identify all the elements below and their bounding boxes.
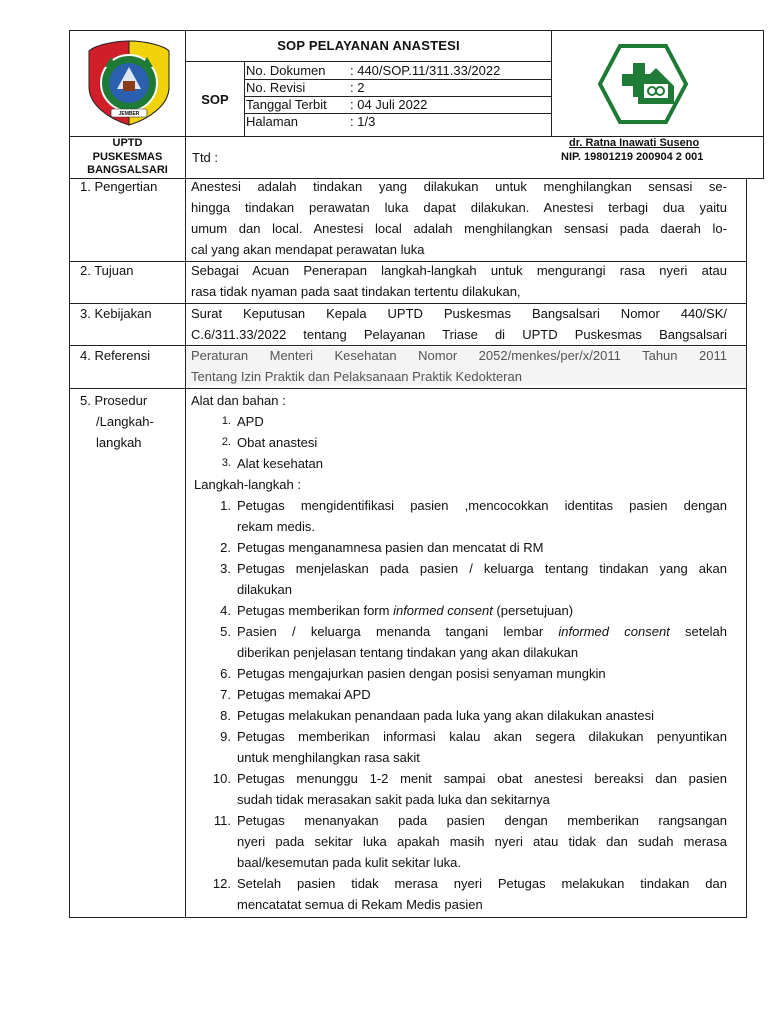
- step-line: sudah tidak merasakan sakit pada luka dan sekitarnya: [237, 792, 550, 807]
- step-text: (persetujuan): [492, 603, 574, 618]
- step-number: 8.: [220, 708, 231, 723]
- step-line: Petugas menanyakan pada pasien dengan memberikan rangsangan: [237, 813, 727, 828]
- text-line: Anestesi adalah tindakan yang dilakukan untuk menghilangkan sensasi se-: [191, 179, 727, 194]
- doctor-nip: NIP. 19801219 200904 2 001: [561, 151, 704, 163]
- org-line: BANGSALSARI: [87, 164, 168, 176]
- text-line: cal yang akan mendapat perawatan luka: [191, 242, 425, 257]
- puskesmas-logo: [598, 44, 688, 124]
- step-text: setelah: [669, 624, 727, 639]
- step-item: [191, 684, 727, 705]
- list-number: 2.: [221, 436, 231, 448]
- step-text: Pasien / keluarga menanda tangani lembar: [237, 624, 559, 639]
- text-line: rasa tidak nyaman pada saat tindakan tertentu dilakukan,: [191, 284, 521, 299]
- step-line: nyeri pada sekitar luka apakah masih nyeri atau tidak dan sudah merasa: [237, 834, 727, 849]
- meta-key: No. Dokumen: [246, 63, 326, 78]
- label-line: langkah: [96, 435, 142, 450]
- section-text-tujuan: [191, 260, 727, 302]
- label-line: /Langkah-: [96, 414, 154, 429]
- org-line: UPTD: [112, 137, 143, 149]
- meta-value: : 1/3: [350, 114, 376, 129]
- langkah-heading: Langkah-langkah :: [194, 477, 301, 492]
- step-line: [237, 600, 727, 621]
- step-emphasis: informed consent: [393, 603, 493, 618]
- prosedur-content: [191, 390, 727, 915]
- list-text: APD: [237, 414, 264, 429]
- step-line: Petugas menunggu 1-2 menit sampai obat anestesi bereaksi dan pasien: [237, 771, 727, 786]
- step-line: Setelah pasien tidak merasa nyeri Petugas melakukan tindakan dan: [237, 876, 727, 891]
- org-line: PUSKESMAS: [92, 150, 163, 163]
- step-line: rekam medis.: [237, 519, 316, 534]
- step-line: diberikan penjelasan tentang tindakan yang akan dilakukan: [237, 645, 579, 660]
- step-line: [237, 621, 727, 642]
- signature-label: Ttd :: [192, 150, 219, 165]
- sop-label: SOP: [201, 92, 229, 107]
- step-text: Petugas memberikan form: [237, 603, 394, 618]
- step-number: 7.: [220, 687, 231, 702]
- header-divider-right: [551, 30, 552, 136]
- step-number: 11.: [213, 813, 231, 828]
- organization-name: [70, 137, 185, 178]
- document-title: SOP PELAYANAN ANASTESI: [277, 38, 460, 53]
- step-line: Petugas memakai APD: [237, 687, 371, 702]
- step-emphasis: informed consent: [558, 624, 670, 639]
- list-number: 1.: [221, 415, 231, 427]
- list-item: [191, 453, 727, 474]
- step-item: [191, 495, 727, 537]
- step-line: Petugas memberikan informasi kalau akan segera dilakukan penyuntikan: [237, 729, 727, 744]
- alat-heading: Alat dan bahan :: [191, 393, 286, 408]
- step-number: 12.: [212, 876, 231, 891]
- label-line: 5. Prosedur: [80, 393, 148, 408]
- step-item: [191, 873, 727, 915]
- text-line: hingga tindakan perawatan luka dapat dilakukan. Anestesi terbagi dua yaitu: [191, 200, 727, 215]
- text-line: Peraturan Menteri Kesehatan Nomor 2052/menkes/per/x/2011 Tahun 2011: [191, 348, 727, 363]
- doctor-name: dr. Ratna Inawati Suseno: [569, 137, 700, 149]
- table-column-divider: [185, 178, 186, 918]
- section-text-referensi: [191, 345, 727, 387]
- step-number: 1.: [220, 498, 231, 513]
- section-label-pengertian: 1. Pengertian: [80, 179, 158, 194]
- step-item: [191, 768, 727, 810]
- text-line: Sebagai Acuan Penerapan langkah-langkah untuk mengurangi rasa nyeri atau: [191, 263, 727, 278]
- meta-key: Tanggal Terbit: [246, 97, 327, 112]
- section-text-kebijakan: [191, 303, 727, 345]
- row-divider: [69, 388, 747, 389]
- step-item: [191, 600, 727, 621]
- text-line: C.6/311.33/2022 tentang Pelayanan Triase di UPTD Puskesmas Bangsalsari: [191, 327, 727, 342]
- list-item: [191, 432, 727, 453]
- step-item: [191, 558, 727, 600]
- section-label-kebijakan: 3. Kebijakan: [80, 306, 152, 321]
- step-item: [191, 621, 727, 663]
- list-number: 3.: [221, 457, 231, 469]
- step-item: [191, 705, 727, 726]
- meta-value: : 440/SOP.11/311.33/2022: [350, 63, 501, 78]
- step-number: 5.: [220, 624, 231, 639]
- step-line: baal/kesemutan pada kulit sekitar luka.: [237, 855, 462, 870]
- step-item: [191, 726, 727, 768]
- list-text: Obat anastesi: [237, 435, 318, 450]
- step-line: dilakukan: [237, 582, 292, 597]
- step-line: Petugas menganamnesa pasien dan mencatat di RM: [237, 540, 544, 555]
- section-label-prosedur: [80, 390, 154, 453]
- section-label-tujuan: 2. Tujuan: [80, 263, 134, 278]
- step-item: [191, 810, 727, 873]
- step-item: [191, 663, 727, 684]
- meta-divider-left: [244, 61, 245, 136]
- text-line: umum dan local. Anestesi local adalah menghilangkan sensasi pada daerah lo-: [191, 221, 727, 236]
- logo-banner-text: JEMBER: [118, 111, 140, 117]
- step-number: 4.: [220, 603, 231, 618]
- signatory: [553, 136, 763, 164]
- step-number: 10.: [212, 771, 231, 786]
- step-number: 6.: [220, 666, 231, 681]
- step-line: Petugas mengajurkan pasien dengan posisi senyaman mungkin: [237, 666, 606, 681]
- section-label-referensi: 4. Referensi: [80, 348, 151, 363]
- step-line: Petugas melakukan penandaan pada luka yang akan dilakukan anastesi: [237, 708, 655, 723]
- meta-key: Halaman: [246, 114, 299, 129]
- section-text-pengertian: [191, 176, 727, 260]
- meta-value: : 04 Juli 2022: [350, 97, 428, 112]
- text-line: Surat Keputusan Kepala UPTD Puskesmas Bangsalsari Nomor 440/SK/: [191, 306, 727, 321]
- text-line: Tentang Izin Praktik dan Pelaksanaan Praktik Kedokteran: [191, 369, 522, 384]
- step-line: mencatatat semua di Rekam Medis pasien: [237, 897, 483, 912]
- step-number: 9.: [220, 729, 231, 744]
- meta-value: : 2: [350, 80, 365, 95]
- step-item: [191, 537, 727, 558]
- step-number: 2.: [220, 540, 231, 555]
- list-text: Alat kesehatan: [237, 456, 324, 471]
- step-line: Petugas mengidentifikasi pasien ,mencocokkan identitas pasien dengan: [237, 498, 727, 513]
- step-line: Petugas menjelaskan pada pasien / keluarga tentang tindakan yang akan: [237, 561, 727, 576]
- step-line: untuk menghilangkan rasa sakit: [237, 750, 420, 765]
- step-number: 3.: [220, 561, 231, 576]
- list-item: [191, 411, 727, 432]
- meta-key: No. Revisi: [246, 80, 306, 95]
